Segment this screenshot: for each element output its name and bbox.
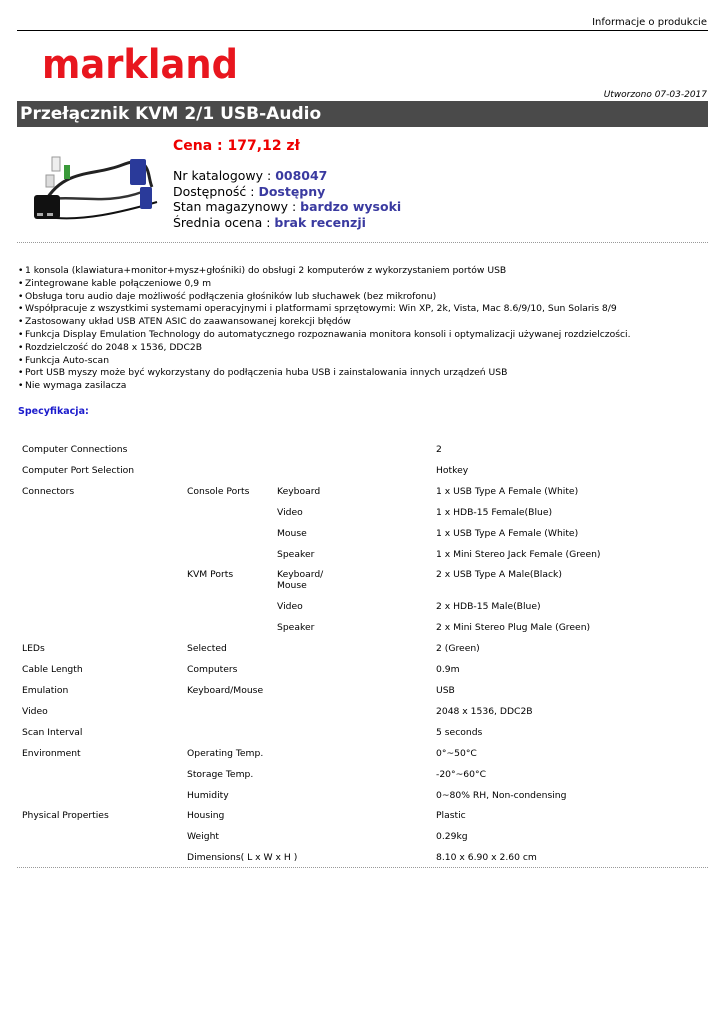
feature-item: • Zintegrowane kable połączeniowe 0,9 m [18, 278, 631, 291]
feature-item: • Port USB myszy może być wykorzystany do podłączenia huba USB i zainstalowania innych urządzeń USB [18, 367, 631, 380]
spec-cell: Cable Length [22, 664, 83, 676]
spec-row [22, 618, 702, 638]
spec-cell: 1 x USB Type A Female (White) [436, 527, 579, 539]
spec-row [22, 440, 702, 460]
rating-value: brak recenzji [274, 214, 366, 230]
spec-cell: Keyboard/ Mouse [277, 569, 324, 592]
rating-row [173, 215, 401, 231]
spec-cell: Video [22, 705, 48, 717]
spec-row [22, 503, 702, 523]
divider [17, 242, 708, 243]
spec-cell: Video [277, 506, 303, 518]
spec-cell: Operating Temp. [187, 747, 264, 759]
spec-cell: Computers [187, 664, 238, 676]
stock-value: bardzo wysoki [300, 199, 402, 214]
spec-row [22, 744, 702, 764]
spec-cell: Scan Interval [22, 726, 83, 738]
spec-cell: Computer Connections [22, 444, 128, 455]
spec-cell: Storage Temp. [187, 768, 254, 780]
spec-cell: Humidity [187, 789, 229, 801]
spec-cell: 8.10 x 6.90 x 2.60 cm [436, 852, 537, 864]
markland-logo [42, 44, 238, 84]
availability-label: Dostępność : [173, 183, 259, 199]
spec-row [22, 565, 702, 592]
header-divider [17, 30, 708, 31]
catalog-number-row [173, 168, 401, 184]
catalog-value: 008047 [275, 168, 328, 183]
spec-cell: 2 [436, 444, 442, 455]
spec-cell: 1 x Mini Stereo Jack Female (Green) [436, 548, 601, 560]
spec-cell: Mouse [277, 527, 307, 539]
spec-cell: Hotkey [436, 464, 469, 476]
spec-row [22, 461, 702, 481]
spec-cell: Keyboard/Mouse [187, 685, 264, 696]
spec-cell: 1 x USB Type A Female (White) [436, 485, 579, 497]
spec-cell: Console Ports [187, 485, 250, 497]
spec-row [22, 524, 702, 544]
logo-text: markland [42, 44, 238, 84]
availability-value: Dostępny [258, 183, 326, 199]
spec-cell: 2 x Mini Stereo Plug Male (Green) [436, 622, 591, 634]
spec-cell: Connectors [22, 485, 75, 497]
spec-cell: Housing [187, 810, 225, 822]
spec-cell: Dimensions( L x W x H ) [187, 852, 298, 864]
spec-cell: Emulation [22, 685, 69, 696]
spec-cell: Speaker [277, 548, 315, 560]
header-title: Informacje o produkcie [592, 17, 707, 28]
spec-row [22, 482, 702, 502]
created-date: Utworzono 07-03-2017 [603, 90, 707, 100]
spec-row [22, 597, 702, 617]
product-info [173, 137, 401, 230]
spec-row [22, 786, 702, 806]
spec-cell: Environment [22, 747, 81, 759]
product-title: Przełącznik KVM 2/1 USB-Audio [17, 101, 708, 127]
rating-label: Średnia ocena : [173, 214, 275, 230]
feature-item: • Rozdzielczość do 2048 x 1536, DDC2B [18, 342, 631, 355]
spec-cell: 0.9m [436, 664, 460, 676]
spec-row [22, 681, 702, 701]
spec-row [22, 639, 702, 659]
feature-item: • Obsługa toru audio daje możliwość podłączenia głośników lub słuchawek (bez mikrofonu) [18, 291, 631, 304]
spec-row [22, 765, 702, 785]
spec-cell: 2048 x 1536, DDC2B [436, 705, 533, 717]
spec-cell: 2 (Green) [436, 643, 480, 655]
feature-list [18, 265, 631, 393]
spec-cell: LEDs [22, 643, 45, 655]
spec-cell: -20°~60°C [436, 768, 486, 780]
spec-cell: 5 seconds [436, 726, 483, 738]
divider-bottom [17, 867, 708, 868]
product-image [22, 147, 162, 229]
spec-row [22, 723, 702, 743]
feature-item: • 1 konsola (klawiatura+monitor+mysz+głośniki) do obsługi 2 komputerów z wykorzystaniem portów USB [18, 265, 631, 278]
spec-cell: 2 x USB Type A Male(Black) [436, 569, 562, 581]
spec-cell: KVM Ports [187, 569, 234, 581]
spec-cell: Plastic [436, 810, 466, 822]
spec-row [22, 545, 702, 565]
spec-cell: USB [436, 685, 455, 696]
spec-cell: 1 x HDB-15 Female(Blue) [436, 506, 553, 518]
spec-cell: Weight [187, 831, 220, 843]
spec-cell: 0.29kg [436, 831, 468, 843]
stock-label: Stan magazynowy : [173, 199, 301, 214]
availability-row [173, 184, 401, 200]
feature-item: • Współpracuje z wszystkimi systemami operacyjnymi i platformami sprzętowymi: Win XP, 2k, Vista, Mac 8.6/9/10, Sun Solaris 8/9 [18, 303, 631, 316]
spec-heading: Specyfikacja: [18, 406, 89, 417]
spec-cell: Speaker [277, 622, 315, 634]
spec-cell: Physical Properties [22, 810, 109, 822]
feature-item: • Funkcja Display Emulation Technology do automatycznego rozpoznawania monitora konsoli i optymalizacji używanej rozdzielczości. [18, 329, 631, 342]
price: Cena : 177,12 zł [173, 138, 300, 154]
spec-row [22, 660, 702, 680]
spec-row [22, 806, 702, 826]
spec-cell: 0~80% RH, Non-condensing [436, 789, 567, 801]
spec-cell: Keyboard [277, 485, 321, 497]
spec-cell: Computer Port Selection [22, 464, 135, 476]
spec-row [22, 702, 702, 722]
feature-item: • Zastosowany układ USB ATEN ASIC do zaawansowanej korekcji błędów [18, 316, 631, 329]
spec-cell: Selected [187, 643, 227, 655]
spec-row [22, 827, 702, 847]
catalog-label: Nr katalogowy : [173, 168, 276, 183]
stock-row [173, 199, 401, 215]
spec-row [22, 848, 702, 868]
feature-item: • Funkcja Auto-scan [18, 355, 631, 368]
spec-cell: 2 x HDB-15 Male(Blue) [436, 601, 541, 613]
spec-cell: Video [277, 601, 303, 613]
feature-item: • Nie wymaga zasilacza [18, 380, 631, 393]
spec-cell: 0°~50°C [436, 747, 477, 759]
